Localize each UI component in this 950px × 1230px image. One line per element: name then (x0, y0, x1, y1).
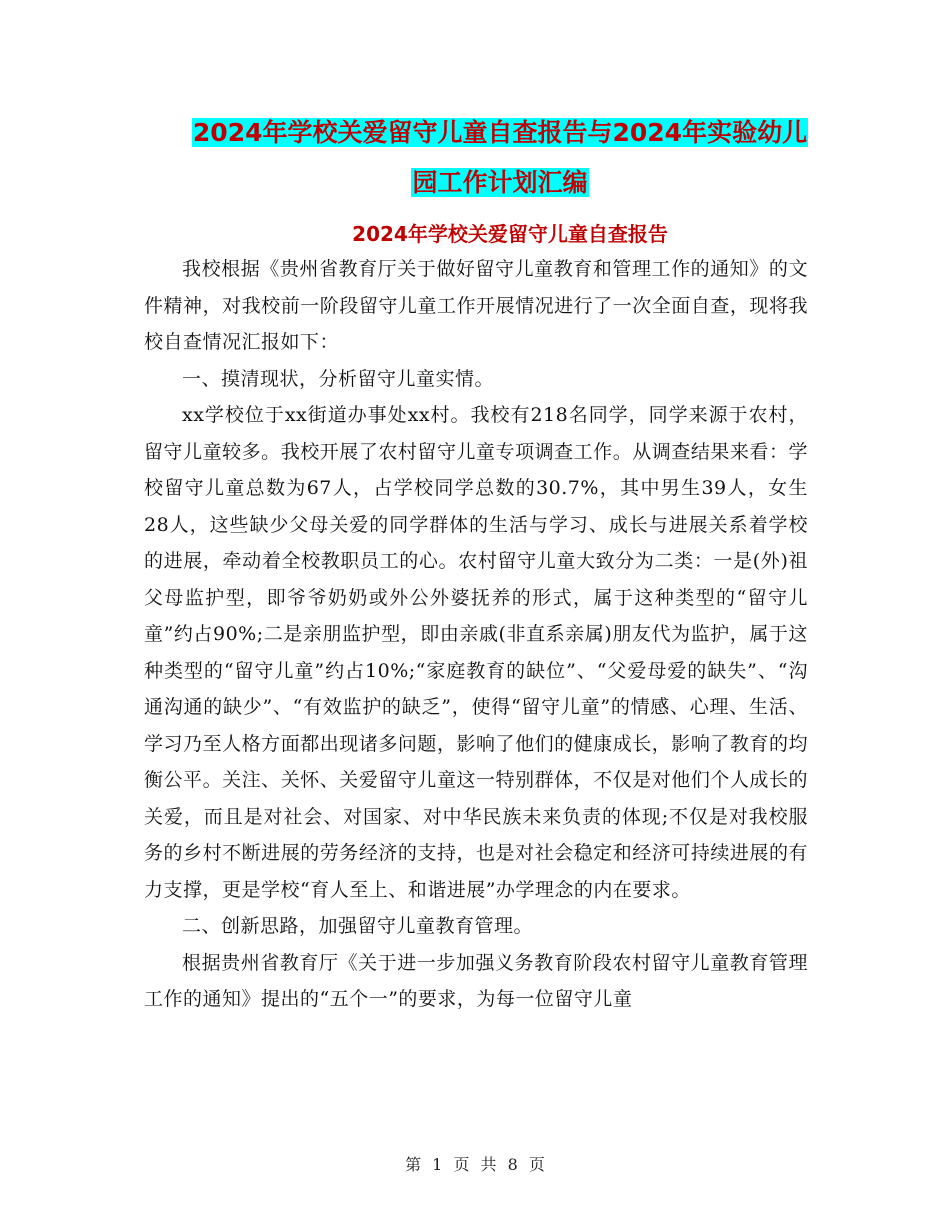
paragraph-intro: 我校根据《贵州省教育厅关于做好留守儿童教育和管理工作的通知》的文件精神，对我校前一阶段留守儿童工作开展情况进行了一次全面自查，现将我校自查情况汇报如下： (144, 258, 808, 353)
main-title-line2: 园工作计划汇编 (412, 168, 588, 197)
paragraph-heading-1: 一、摸清现状，分析留守儿童实情。 (182, 367, 495, 390)
main-title-line1: 2024年学校关爱留守儿童自查报告与2024年实验幼儿 (192, 118, 808, 147)
paragraph-heading-2: 二、创新思路，加强留守儿童教育管理。 (182, 915, 534, 937)
page-footer: 第 1 页 共 8 页 (405, 1155, 545, 1174)
paragraph-situation: xx学校位于xx街道办事处xx村。我校有218名同学，同学来源于农村，留守儿童较多。我校开展了农村留守儿童专项调查工作。从调查结果来看：学校留守儿童总数为67人，占学校同学总数的30.7%，其中男生39人，女生28人，这些缺少父母关爱的同学群体的生活与学习、成长与进展关系着学校的进展，牵动着全校教职员工的心。农村留守儿童大致分为二类：一是(外)祖父母监护型，即爷爷奶奶或外公外婆抚养的形式，属于这种类型的“留守儿童”约占90%;二是亲朋监护型，即由亲戚(非直系亲属)朋友代为监护，属于这种类型的“留守儿童”约占10%;“家庭教育的缺位”、“父爱母爱的缺失”、“沟通沟通的缺少”、“有效监护的缺乏”，使得“留守儿童”的情感、心理、生活、学习乃至人格方面都出现诸多问题，影响了他们的健康成长，影响了教育的均衡公平。关注、关怀、关爱留守儿童这一特别群体，不仅是对他们个人成长的关爱，而且是对社会、对国家、对中华民族未来负责的体现;不仅是对我校服务的乡村不断进展的劳务经济的支持，也是对社会稳定和经济可持续进展的有力支撑，更是学校“育人至上、和谐进展”办学理念的内在要求。 (144, 404, 808, 901)
main-title (140, 108, 860, 208)
body-text (144, 251, 808, 1018)
paragraph-requirements: 根据贵州省教育厅《关于进一步加强义务教育阶段农村留守儿童教育管理工作的通知》提出的“五个一”的要求，为每一位留守儿童 (144, 951, 808, 1010)
section-title: 2024年学校关爱留守儿童自查报告 (352, 222, 668, 246)
